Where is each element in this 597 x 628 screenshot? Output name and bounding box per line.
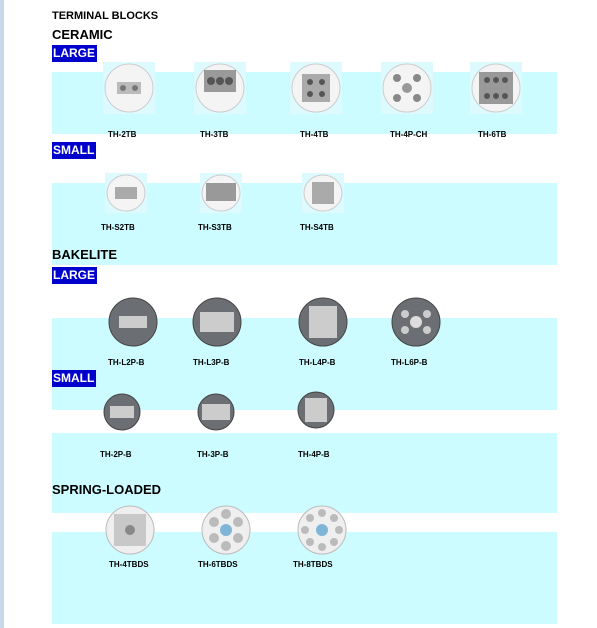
label-th-s4tb: TH-S4TB <box>300 223 334 232</box>
label-th-4p-ch: TH-4P-CH <box>390 130 428 139</box>
th-4p-b-image <box>296 390 336 430</box>
th-4tbds-image <box>104 504 156 556</box>
th-3tb-image <box>194 62 246 114</box>
th-4tb-image <box>290 62 342 114</box>
th-6tbds-image <box>200 504 252 556</box>
th-l6p-b-image <box>390 296 442 348</box>
section-bakelite: BAKELITE <box>52 247 117 262</box>
band-bakelite-small <box>52 433 557 513</box>
tag-bakelite-large: LARGE <box>53 268 95 282</box>
label-th-l4p-b: TH-L4P-B <box>299 358 336 367</box>
tag-bakelite-small: SMALL <box>53 371 95 385</box>
th-s2tb-image <box>105 173 147 213</box>
label-th-3tb: TH-3TB <box>200 130 229 139</box>
th-3p-b-image <box>196 392 236 432</box>
label-th-s3tb: TH-S3TB <box>198 223 232 232</box>
label-th-4tb: TH-4TB <box>300 130 329 139</box>
label-th-3p-b: TH-3P-B <box>197 450 229 459</box>
th-l3p-b-image <box>191 296 243 348</box>
label-th-4p-b: TH-4P-B <box>298 450 330 459</box>
th-l2p-b-image <box>107 296 159 348</box>
label-th-l6p-b: TH-L6P-B <box>391 358 428 367</box>
label-th-l3p-b: TH-L3P-B <box>193 358 230 367</box>
label-th-6tb: TH-6TB <box>478 130 507 139</box>
label-th-8tbds: TH-8TBDS <box>293 560 333 569</box>
th-s4tb-image <box>302 173 344 213</box>
th-2p-b-image <box>102 392 142 432</box>
th-6tb-image <box>470 62 522 114</box>
tag-ceramic-large: LARGE <box>53 46 95 60</box>
section-spring-loaded: SPRING-LOADED <box>52 482 162 497</box>
th-4p-ch-image <box>381 62 433 114</box>
page-edge-line <box>0 0 4 628</box>
label-th-6tbds: TH-6TBDS <box>198 560 238 569</box>
tag-ceramic-small: SMALL <box>53 143 95 157</box>
doc-title: TERMINAL BLOCKS <box>52 10 159 22</box>
th-s3tb-image <box>200 173 242 213</box>
th-l4p-b-image <box>297 296 349 348</box>
label-th-2tb: TH-2TB <box>108 130 137 139</box>
label-th-4tbds: TH-4TBDS <box>109 560 149 569</box>
th-2tb-image <box>103 62 155 114</box>
label-th-2p-b: TH-2P-B <box>100 450 132 459</box>
label-th-s2tb: TH-S2TB <box>101 223 135 232</box>
section-ceramic: CERAMIC <box>52 27 113 42</box>
label-th-l2p-b: TH-L2P-B <box>108 358 145 367</box>
th-8tbds-image <box>296 504 348 556</box>
